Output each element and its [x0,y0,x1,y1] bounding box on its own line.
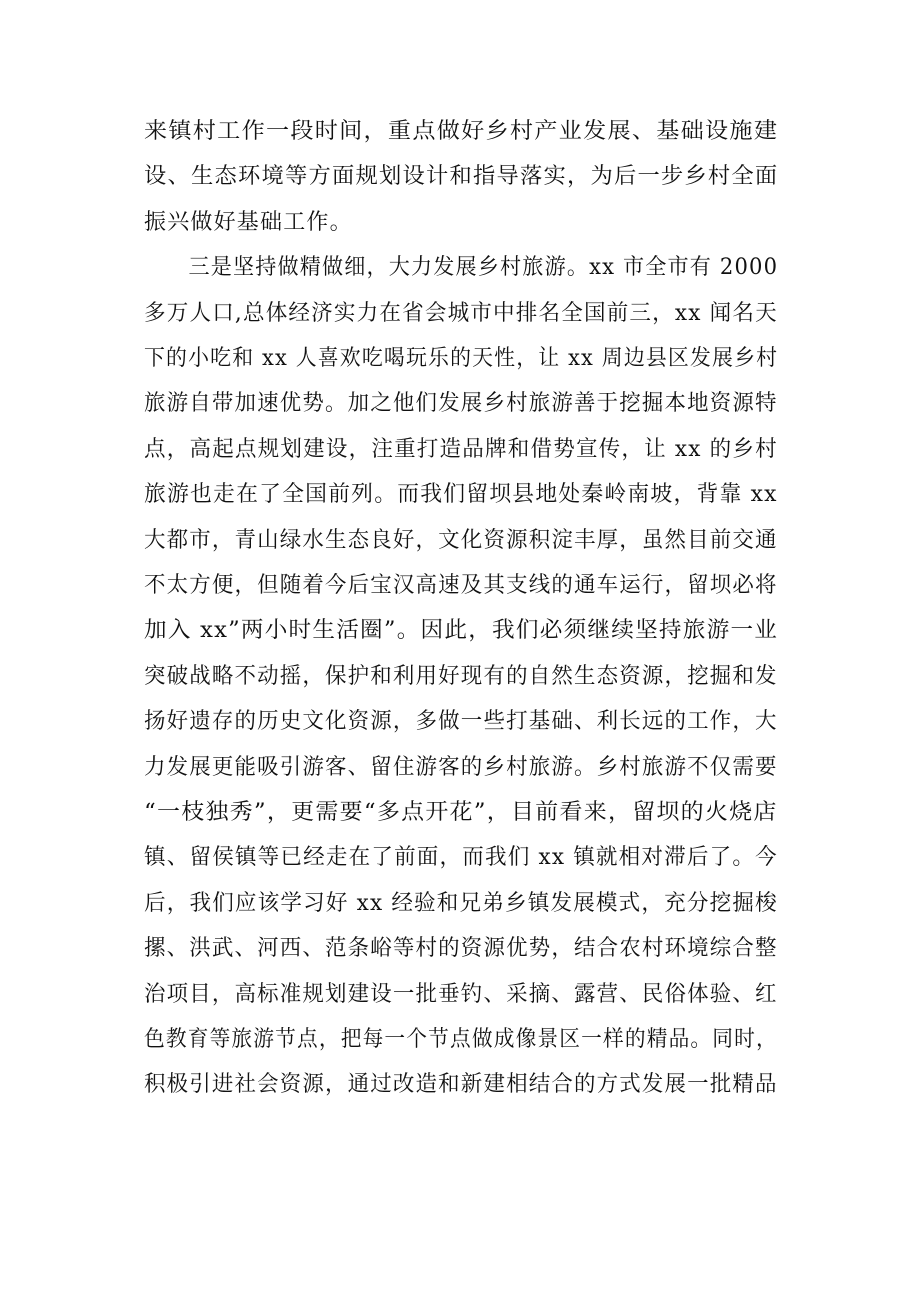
text-line: 色教育等旅游节点，把每一个节点做成像景区一样的精品。同时， [144,1027,778,1052]
text-line: 三是坚持做精做细，大力发展乡村旅游。xx 市全市有 2000 [144,255,779,281]
text-line: 不太方便，但随着今后宝汉高速及其支线的通车运行，留坝必将 [144,573,778,598]
text-line: 摞、洪武、河西、范条峪等村的资源优势，结合农村环境综合整 [144,936,778,962]
text-line: 扬好遗存的历史文化资源，多做一些打基础、利长远的工作，大 [144,709,778,735]
text-line: 积极引进社会资源，通过改造和新建相结合的方式发展一批精品 [144,1072,778,1098]
text-line: “一枝独秀”，更需要“多点开花”，目前看来，留坝的火烧店 [144,800,778,825]
text-line: 力发展更能吸引游客、留住游客的乡村旅游。乡村旅游不仅需要 [144,754,778,780]
text-line: 多万人口,总体经济实力在省会城市中排名全国前三，xx 闻名天 [144,300,778,326]
text-line: 振兴做好基础工作。 [144,209,353,235]
text-line: 点，高起点规划建设，注重打造品牌和借势宣传，让 xx 的乡村 [144,436,778,462]
text-line: 来镇村工作一段时间，重点做好乡村产业发展、基础设施建 [144,119,779,144]
text-line: 治项目，高标准规划建设一批垂钓、采摘、露营、民俗体验、红 [144,981,778,1007]
text-line: 下的小吃和 xx 人喜欢吃喝玩乐的天性，让 xx 周边县区发展乡村 [144,346,779,371]
text-line: 旅游也走在了全国前列。而我们留坝县地处秦岭南坡，背靠 xx [144,482,778,508]
text-line: 大都市，青山绿水生态良好，文化资源积淀丰厚，虽然目前交通 [144,527,778,553]
text-line: 加入 xx”两小时生活圈”。因此，我们必须继续坚持旅游一业 [144,618,779,644]
text-line: 旅游自带加速优势。加之他们发展乡村旅游善于挖掘本地资源特 [144,391,778,417]
text-line: 后，我们应该学习好 xx 经验和兄弟乡镇发展模式，充分挖掘梭 [144,890,778,916]
text-line: 设、生态环境等方面规划设计和指导落实，为后一步乡村全面 [144,164,779,190]
text-line: 镇、留侯镇等已经走在了前面，而我们 xx 镇就相对滞后了。今 [144,845,778,871]
text-line: 突破战略不动摇，保护和利用好现有的自然生态资源，挖掘和发 [144,663,778,689]
